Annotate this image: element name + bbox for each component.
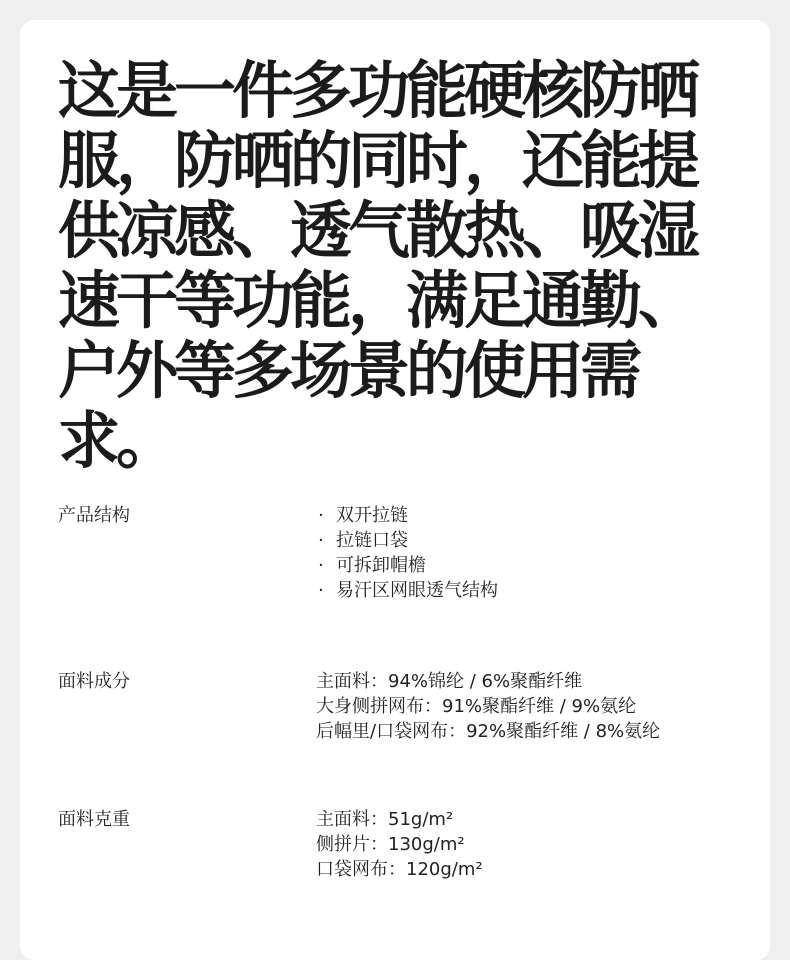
bullet-dot: ·: [318, 555, 324, 576]
spec-value-item: · 双开拉链: [318, 505, 408, 526]
bullet-dot: ·: [318, 505, 324, 526]
spec-value-item: 口袋网布：120g/m²: [316, 859, 483, 880]
spec-values-weight: [316, 807, 776, 882]
spec-value-item: 主面料：94%锦纶 / 6%聚酯纤维: [316, 671, 583, 692]
spec-values-structure: [318, 503, 778, 603]
spec-value-item: · 易汗区网眼透气结构: [318, 580, 498, 601]
bullet-dot: ·: [318, 580, 324, 601]
spec-value-item: 侧拼片：130g/m²: [316, 834, 465, 855]
spec-label-structure: 产品结构: [58, 505, 130, 526]
spec-value-item: 大身侧拼网布：91%聚酯纤维 / 9%氨纶: [316, 696, 637, 717]
spec-value-item: · 拉链口袋: [318, 530, 408, 551]
spec-values-composition: [316, 669, 776, 744]
spec-label-weight: 面料克重: [58, 809, 130, 830]
spec-value-item: · 可拆卸帽檐: [318, 555, 426, 576]
product-headline: 这是一件多功能硬核防晒服，防晒的同时，还能提供凉感、透气散热、吸湿速干等功能，满足通勤、户外等多场景的使用需求。: [58, 54, 697, 477]
bullet-dot: ·: [318, 530, 324, 551]
product-info-card: [20, 20, 770, 960]
spec-value-item: 主面料：51g/m²: [316, 809, 454, 830]
spec-label-composition: 面料成分: [58, 671, 130, 692]
spec-value-item: 后幅里/口袋网布：92%聚酯纤维 / 8%氨纶: [316, 721, 661, 742]
